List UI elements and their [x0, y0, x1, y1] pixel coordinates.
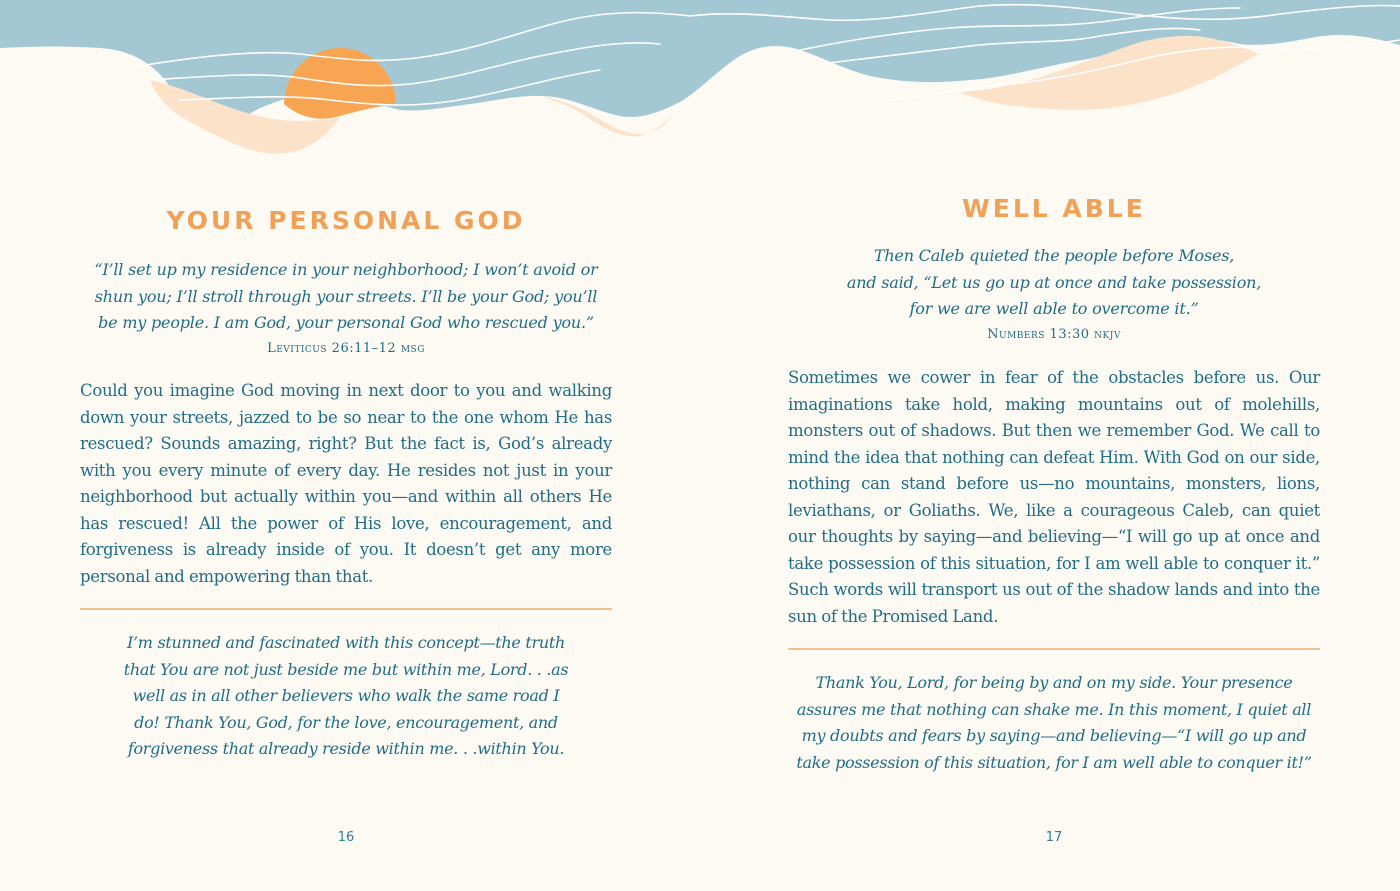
- left-page: [80, 0, 612, 891]
- right-page: [788, 0, 1320, 891]
- scripture-quote: [788, 243, 1320, 323]
- scripture-line: for we are well able to overcome it.”: [909, 299, 1199, 318]
- prayer-line: I’m stunned and fascinated with this concept—the truth: [127, 633, 565, 652]
- prayer: [80, 630, 612, 763]
- prayer: [788, 670, 1320, 776]
- prayer-line: take possession of this situation, for I am well able to conquer it!”: [796, 752, 1312, 772]
- scripture-line: and said, “Let us go up at once and take possession,: [846, 272, 1262, 292]
- scripture-line: “I’ll set up my residence in your neighborhood; I won’t avoid or: [94, 260, 598, 279]
- page-number: 16: [337, 830, 355, 845]
- prayer-line: well as in all other believers who walk the same road I: [132, 686, 560, 705]
- scripture-line: Then Caleb quieted the people before Moses,: [873, 246, 1235, 265]
- prayer-line: my doubts and fears by saying—and believing—“I will go up and: [801, 726, 1307, 745]
- scripture-line: shun you; I’ll stroll through your streets. I’ll be your God; you’ll: [94, 286, 598, 306]
- page-title: WELL ABLE: [962, 194, 1146, 223]
- prayer-line: assures me that nothing can shake me. In this moment, I quiet all: [796, 699, 1312, 719]
- page-number: 17: [1045, 830, 1063, 845]
- section-divider: [788, 648, 1320, 650]
- scripture-quote: [80, 257, 612, 337]
- scripture-reference: Leviticus 26:11–12 msg: [267, 341, 425, 356]
- devotional-body: Could you imagine God moving in next door to you and walking down your streets, jazzed to be so near to the one whom He has rescued? Sounds amazing, right? But the fact is, God’s already with you every minute of every day. He resides not just in your neighborhood but actually within you—and within all others He has rescued! All the power of His love, encouragement, and forgiveness is already inside of you. It doesn’t get any more personal and empowering than that.: [80, 381, 612, 586]
- scripture-reference: Numbers 13:30 nkjv: [987, 327, 1121, 342]
- prayer-line: forgiveness that already reside within me. . .within You.: [127, 739, 565, 758]
- scripture-line: be my people. I am God, your personal God who rescued you.”: [98, 313, 594, 332]
- prayer-line: that You are not just beside me but within me, Lord. . .as: [123, 659, 569, 679]
- page-title: YOUR PERSONAL GOD: [166, 206, 526, 235]
- section-divider: [80, 608, 612, 610]
- prayer-line: Thank You, Lord, for being by and on my side. Your presence: [815, 673, 1293, 692]
- prayer-line: do! Thank You, God, for the love, encouragement, and: [134, 712, 558, 732]
- devotional-body: Sometimes we cower in fear of the obstacles before us. Our imaginations take hold, making mountains out of molehills, monsters out of shadows. But then we remember God. We call to mind the idea that nothing can defeat Him. With God on our side, nothing can stand before us—no mountains, monsters, lions, leviathans, or Goliaths. We, like a courageous Caleb, can quiet our thoughts by saying—and believing—“I will go up at once and take possession of this situation, for I am well able to conquer it.” Such words will transport us out of the shadow lands and into the sun of the Promised Land.: [788, 368, 1320, 626]
